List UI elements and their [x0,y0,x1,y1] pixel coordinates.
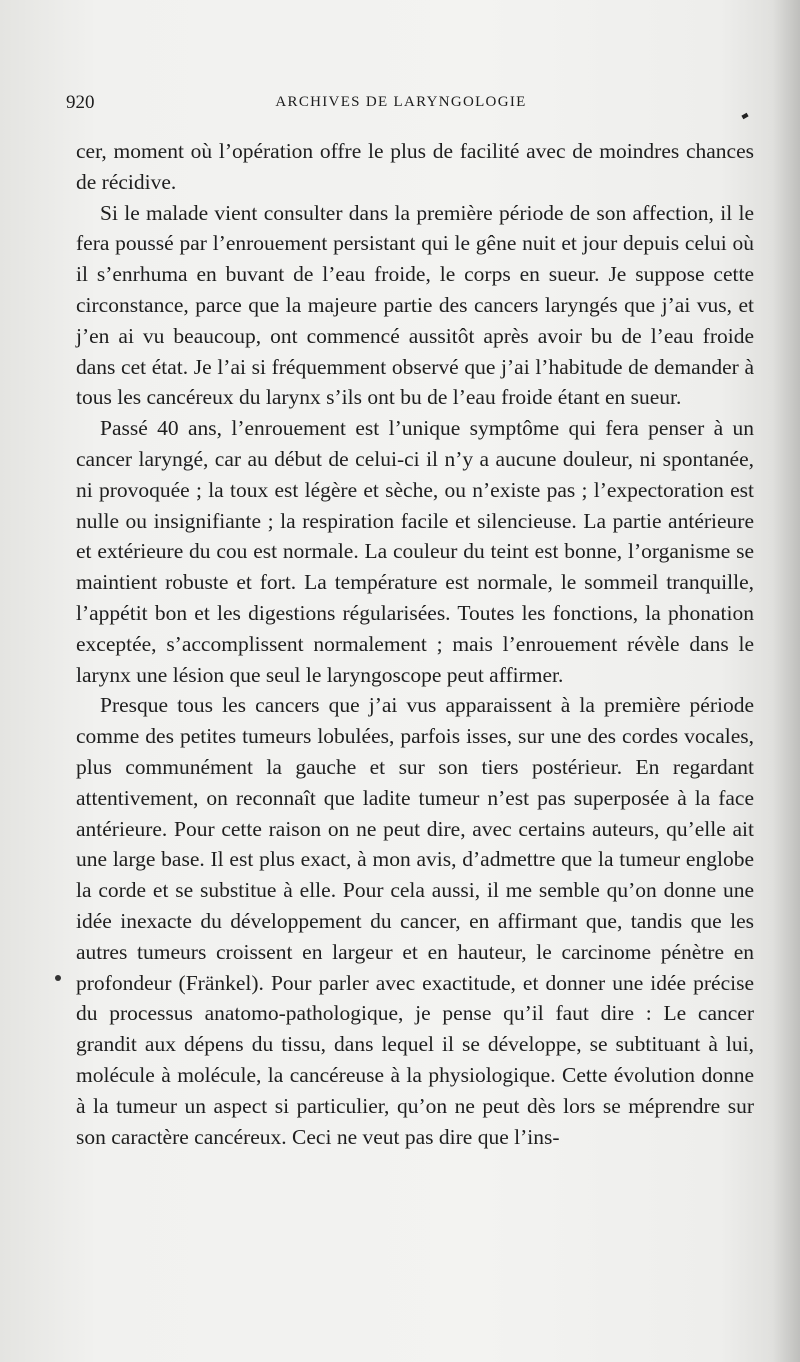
paragraph-3: Passé 40 ans, l’enrouement est l’unique symptôme qui fera penser à un cancer laryngé, car au début de celui-ci il n’y a aucune douleur, ni spontanée, ni provoquée ; la toux est légère et sèche, ou n’existe pas ; l’expectoration est nulle ou insignifiante ; la respiration facile et silencieuse. La partie antérieure et extérieure du cou est normale. La couleur du teint est bonne, l’organisme se maintient robuste et fort. La température est normale, le sommeil tranquille, l’appétit bon et les digestions régularisées. Toutes les fonctions, la phonation exceptée, s’accomplissent normalement ; mais l’enrouement révèle dans le larynx une lésion que seul le laryngoscope peut affirmer. [76,416,754,687]
page-edge-shadow [772,0,800,1362]
paragraph-4: Presque tous les cancers que j’ai vus apparaissent à la première période comme des petites tumeurs lobulées, parfois isses, sur une des cordes vocales, plus communément la gauche et sur son tiers postérieur. En regardant attentivement, on reconnaît que ladite tumeur n’est pas superposée à la face antérieure. Pour cette raison on ne peut dire, avec certains auteurs, qu’elle ait une large base. Il est plus exact, à mon avis, d’admettre que la tumeur englobe la corde et se substitue à elle. Pour cela aussi, il me semble qu’on donne une idée inexacte du développement du cancer, en affirmant que, tandis que les autres tumeurs croissent en largeur et en hauteur, le carcinome pénètre en profondeur (Fränkel). Pour parler avec exactitude, et donner une idée précise du processus anatomo-pathologique, je pense qu’il faut dire : Le cancer grandit aux dépens du tissu, dans lequel il se développe, se subtituant à lui, molécule à molécule, la cancéreuse à la physiologique. Cette évolution donne à la tumeur un aspect si particulier, qu’on ne peut dès lors se méprendre sur son caractère cancéreux. Ceci ne veut pas dire que l’ins- [76,693,754,1149]
running-head: ARCHIVES DE LARYNGOLOGIE [275,94,527,110]
page-number: 920 [66,92,95,113]
paragraph-2: Si le malade vient consulter dans la première période de son affection, il le fera poussé par l’enrouement persistant qui le gêne nuit et jour depuis celui où il s’enrhuma en buvant de l’eau froide, le corps en sueur. Je suppose cette circonstance, parce que la majeure partie des cancers laryngés que j’ai vus, et j’en ai vu beaucoup, ont commencé aussitôt après avoir bu de l’eau froide dans cet état. Je l’ai si fréquemment observé que j’ai l’habitude de demander à tous les cancéreux du larynx s’ils ont bu de l’eau froide étant en sueur. [76,200,754,410]
body-text [76,136,754,1152]
page-header [66,92,736,120]
paragraph-1: cer, moment où l’opération offre le plus de facilité avec de moindres chances de récidive. [76,139,754,194]
margin-bullet-mark [55,975,61,981]
ink-speck [741,113,748,119]
